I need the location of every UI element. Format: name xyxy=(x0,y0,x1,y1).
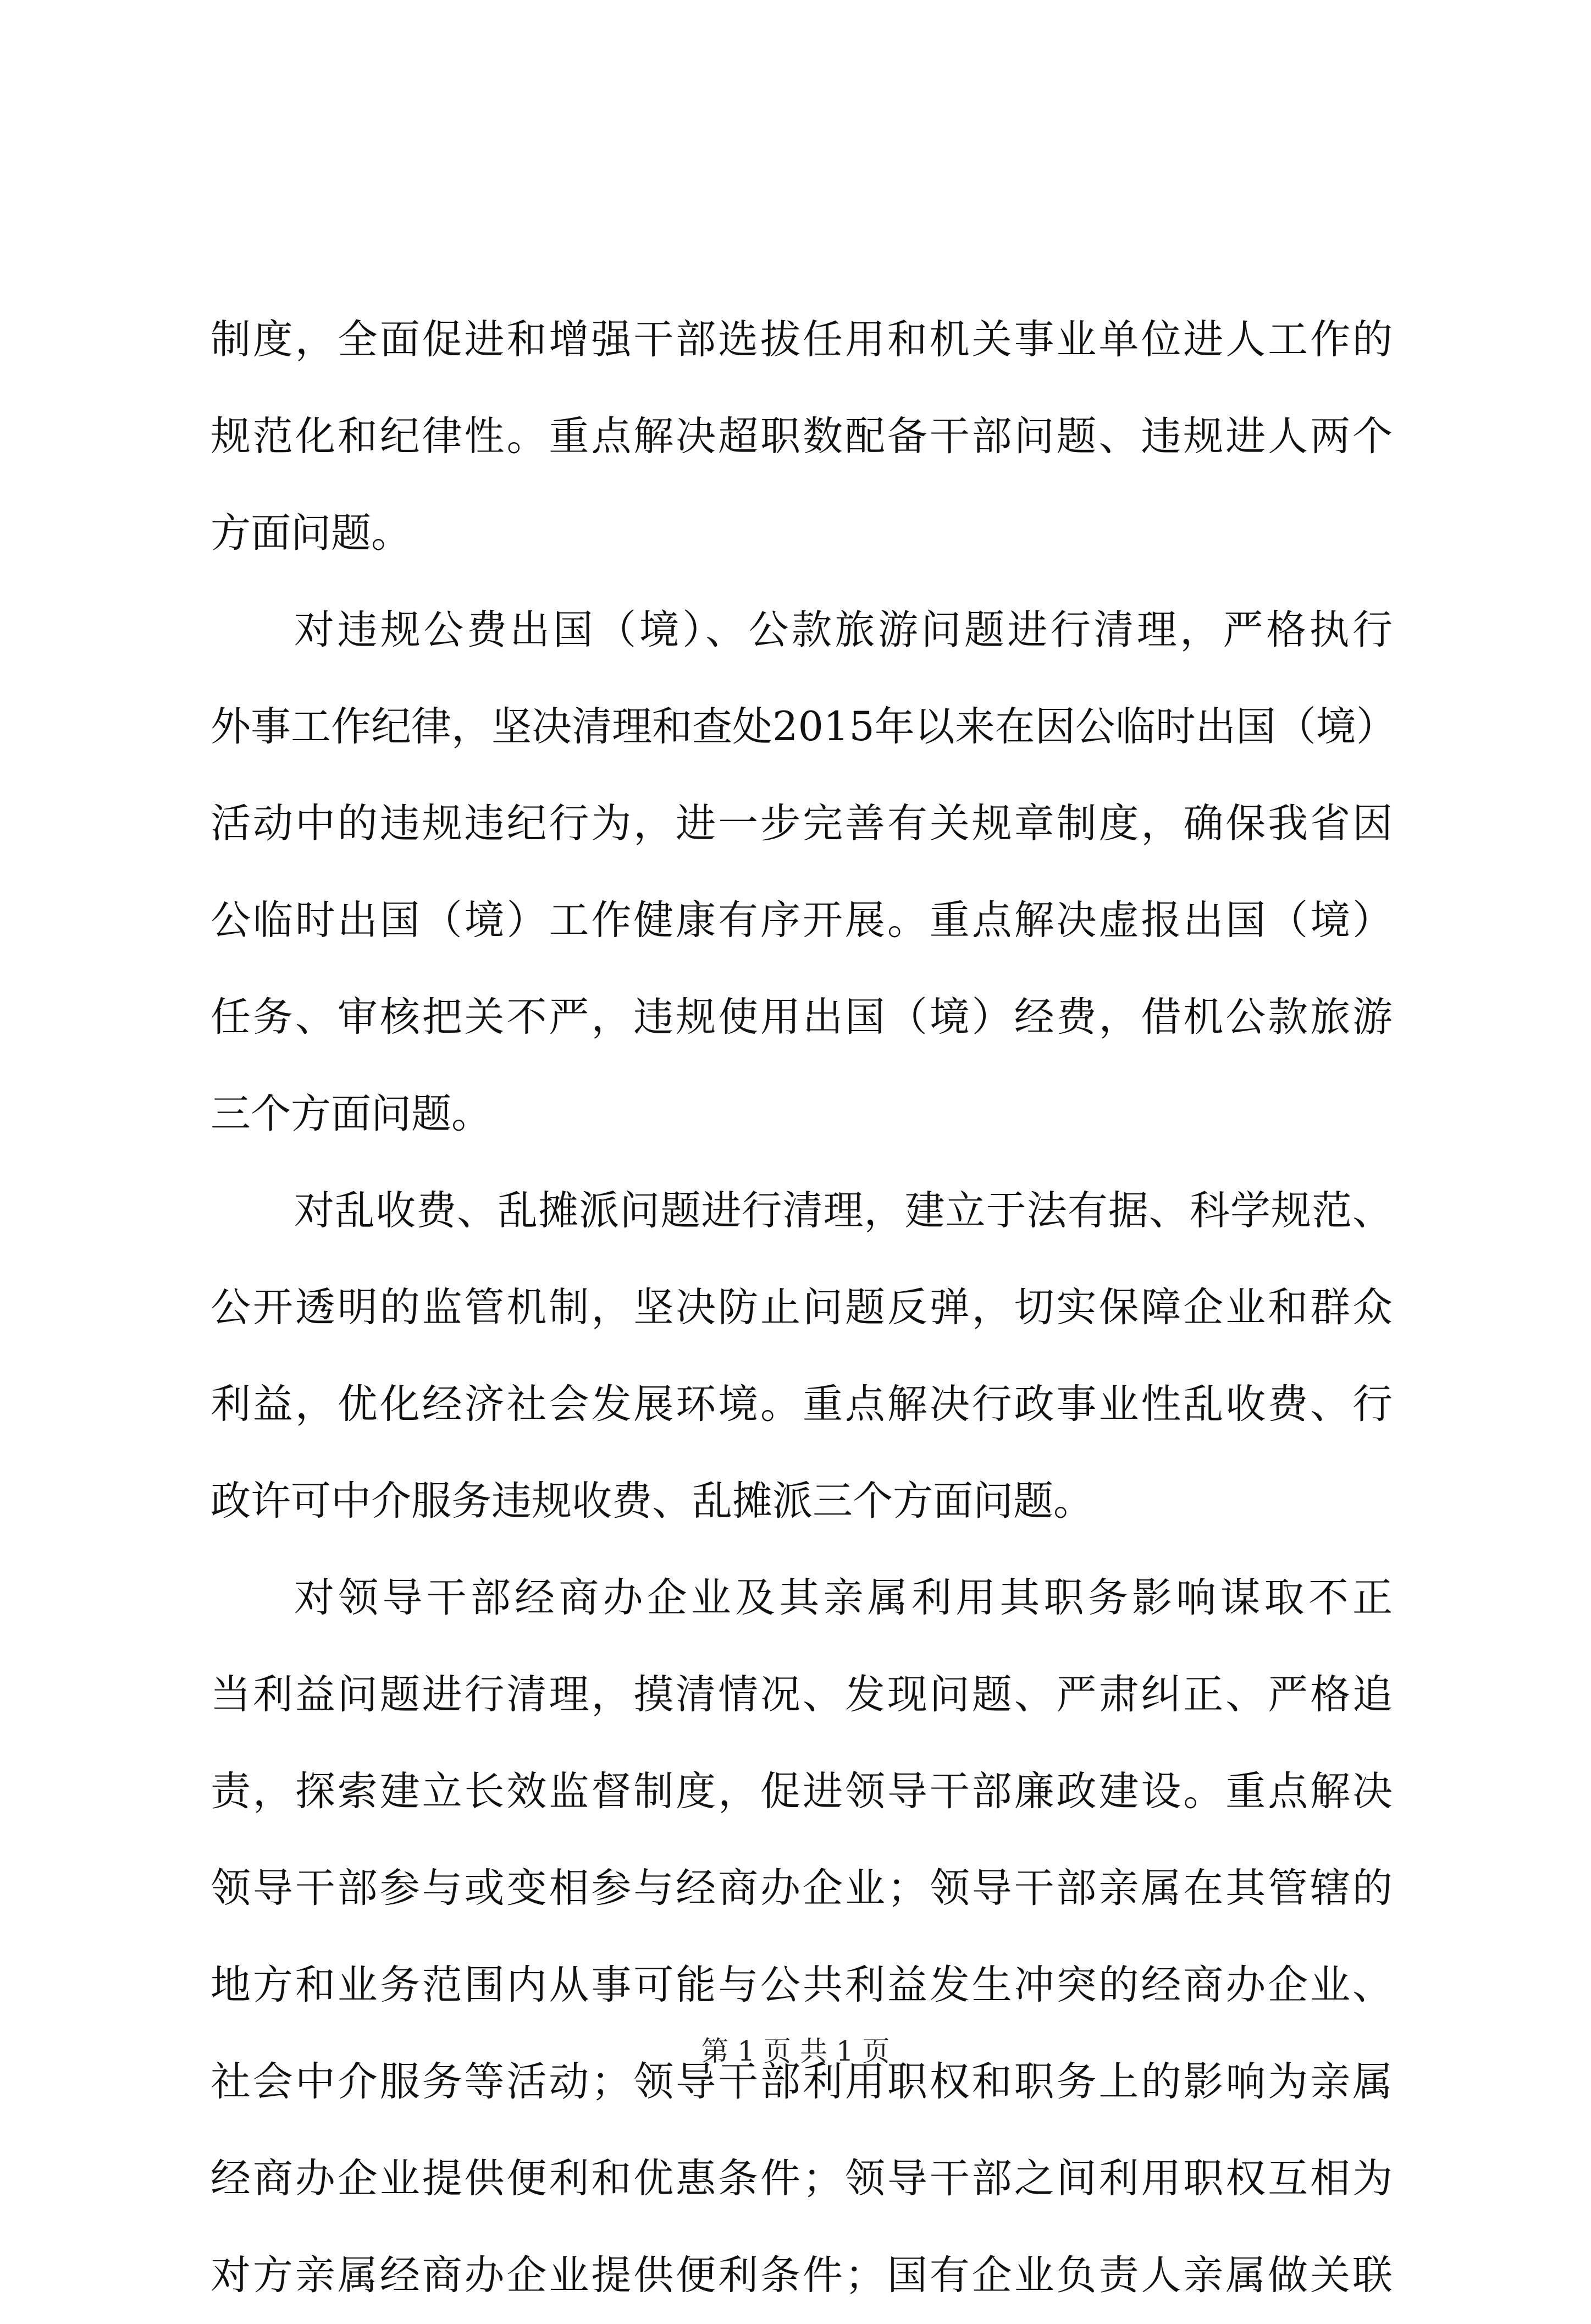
paragraph-first-line: 对违规公费出国（境）、公款旅游问题进行清理，严格执行 xyxy=(294,607,1393,653)
text-line: 规范化和纪律性。重点解决超职数配备干部问题、违规进人两个 xyxy=(211,413,1393,460)
text-line: 公开透明的监管机制，坚决防止问题反弹，切实保障企业和群众 xyxy=(211,1284,1393,1331)
text-line: 三个方面问题。 xyxy=(211,1091,491,1137)
text-line: 活动中的违规违纪行为，进一步完善有关规章制度，确保我省因 xyxy=(211,800,1393,847)
text-line: 制度，全面促进和增强干部选拔任用和机关事业单位进人工作的 xyxy=(211,316,1393,363)
page-number-footer: 第 1 页 共 1 页 xyxy=(701,2035,890,2067)
text-line: 政许可中介服务违规收费、乱摊派三个方面问题。 xyxy=(211,1478,1093,1524)
text-line: 利益，优化经济社会发展环境。重点解决行政事业性乱收费、行 xyxy=(211,1381,1393,1428)
text-line: 公临时出国（境）工作健康有序开展。重点解决虚报出国（境） xyxy=(211,897,1393,944)
text-line: 领导干部参与或变相参与经商办企业；领导干部亲属在其管辖的 xyxy=(211,1865,1393,1912)
paragraph-first-line: 对领导干部经商办企业及其亲属利用其职务影响谋取不正 xyxy=(294,1574,1393,1621)
document-body xyxy=(211,291,1396,2324)
paragraph-first-line: 对乱收费、乱摊派问题进行清理，建立于法有据、科学规范、 xyxy=(294,1187,1393,1234)
text-line: 外事工作纪律，坚决清理和查处2015年以来在因公临时出国（境） xyxy=(211,703,1396,750)
text-line: 经商办企业提供便利和优惠条件；领导干部之间利用职权互相为 xyxy=(211,2155,1393,2202)
text-line: 地方和业务范围内从事可能与公共利益发生冲突的经商办企业、 xyxy=(211,1962,1393,2008)
text-line: 对方亲属经商办企业提供便利条件；国有企业负责人亲属做关联 xyxy=(211,2252,1393,2299)
text-line: 责，探索建立长效监督制度，促进领导干部廉政建设。重点解决 xyxy=(211,1768,1393,1815)
text-line: 当利益问题进行清理，摸清情况、发现问题、严肃纠正、严格追 xyxy=(211,1671,1393,1718)
text-line: 任务、审核把关不严，违规使用出国（境）经费，借机公款旅游 xyxy=(211,994,1393,1040)
text-line: 方面问题。 xyxy=(211,510,411,557)
text-line: 社会中介服务等活动；领导干部利用职权和职务上的影响为亲属 xyxy=(211,2058,1393,2105)
